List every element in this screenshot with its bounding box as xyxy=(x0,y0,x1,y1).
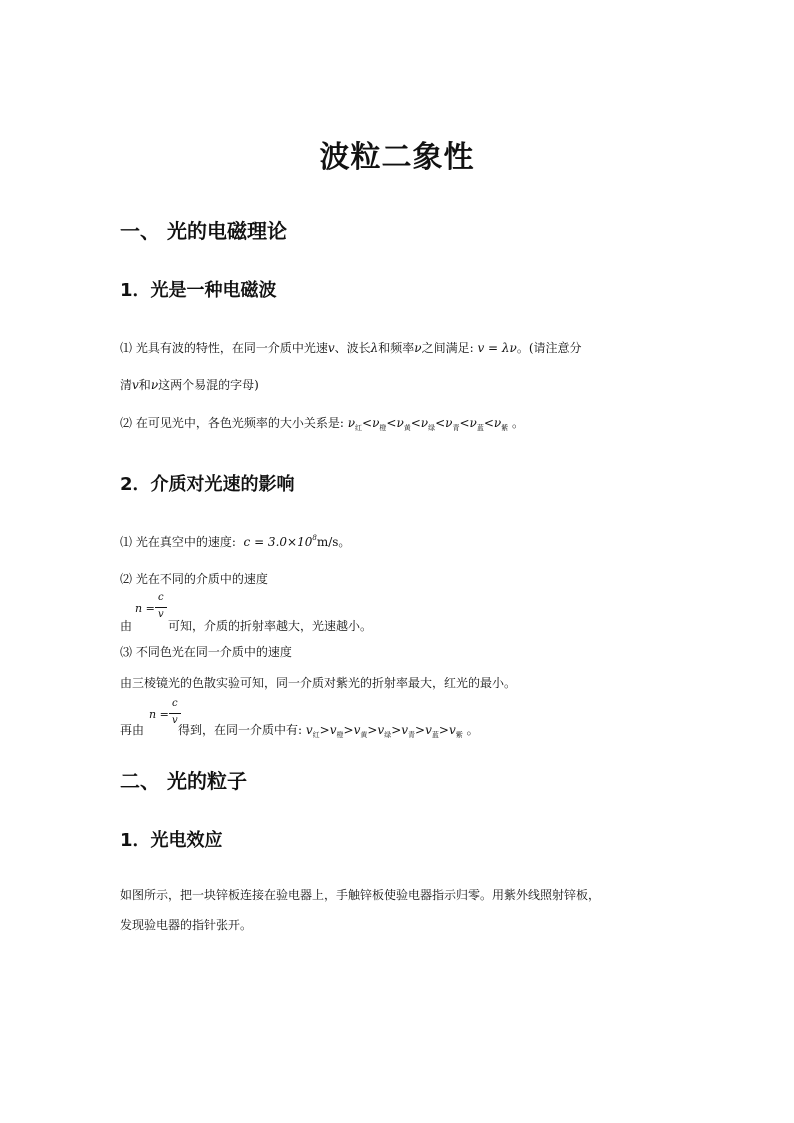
section-heading-2: 二、 光的粒子 xyxy=(120,769,247,793)
frequency-order-formula: $\nu_红<\nu_橙<\nu_黄<\nu_绿<\nu_青<\nu_蓝<\nu_紫$ xyxy=(347,416,509,432)
light-speed-formula: $c = 3.0\times 10^8m/s$ xyxy=(243,534,339,549)
refraction-fraction-2: n = c v xyxy=(149,708,169,721)
wave-formula: v = λν xyxy=(477,341,517,355)
paragraph-speed-order: 再由 得到，在同一介质中有: $v_红>v_橙>v_黄>v_绿>v_青>v_蓝>v_紫$ 。 xyxy=(120,723,479,739)
refraction-fraction-1: n = c v xyxy=(135,602,155,615)
paragraph-prism: 由三棱镜光的色散实验可知，同一介质对紫光的折射率最大，红光的最小。 xyxy=(120,676,517,690)
paragraph-photoelectric-2: 发现验电器的指针张开。 xyxy=(120,918,253,932)
speed-order-formula: $v_红>v_橙>v_黄>v_绿>v_青>v_蓝>v_紫$ xyxy=(305,723,463,739)
page-title: 波粒二象性 xyxy=(319,140,475,175)
section-heading-1: 一、 光的电磁理论 xyxy=(120,219,287,243)
paragraph-wave-relation-cont: 清v和ν这两个易混的字母) xyxy=(120,378,259,392)
subsection-heading-2-1: 1．光电效应 xyxy=(120,830,223,851)
paragraph-vacuum-speed: ⑴ 光在真空中的速度: $c = 3.0\times 10^8m/s$。 xyxy=(120,534,351,549)
paragraph-color-speed: ⑶ 不同色光在同一介质中的速度 xyxy=(120,645,292,659)
paragraph-frequency-order: ⑵ 在可见光中，各色光频率的大小关系是: $\nu_红<\nu_橙<\nu_黄<\nu_绿<\nu_青<\nu_蓝<\nu_紫$ 。 xyxy=(120,416,525,432)
paragraph-medium-speed: ⑵ 光在不同的介质中的速度 xyxy=(120,572,268,586)
paragraph-medium-speed-cont: 由 可知，介质的折射率越大，光速越小。 xyxy=(120,619,373,633)
subsection-heading-1-2: 2．介质对光速的影响 xyxy=(120,474,295,495)
paragraph-photoelectric-1: 如图所示，把一块锌板连接在验电器上，手触锌板使验电器指示归零。用紫外线照射锌板， xyxy=(120,888,601,902)
paragraph-wave-relation: ⑴ 光具有波的特性，在同一介质中光速v、波长λ和频率ν之间满足: v = λν。(请注意分 xyxy=(120,341,582,355)
subsection-heading-1-1: 1．光是一种电磁波 xyxy=(120,280,277,301)
